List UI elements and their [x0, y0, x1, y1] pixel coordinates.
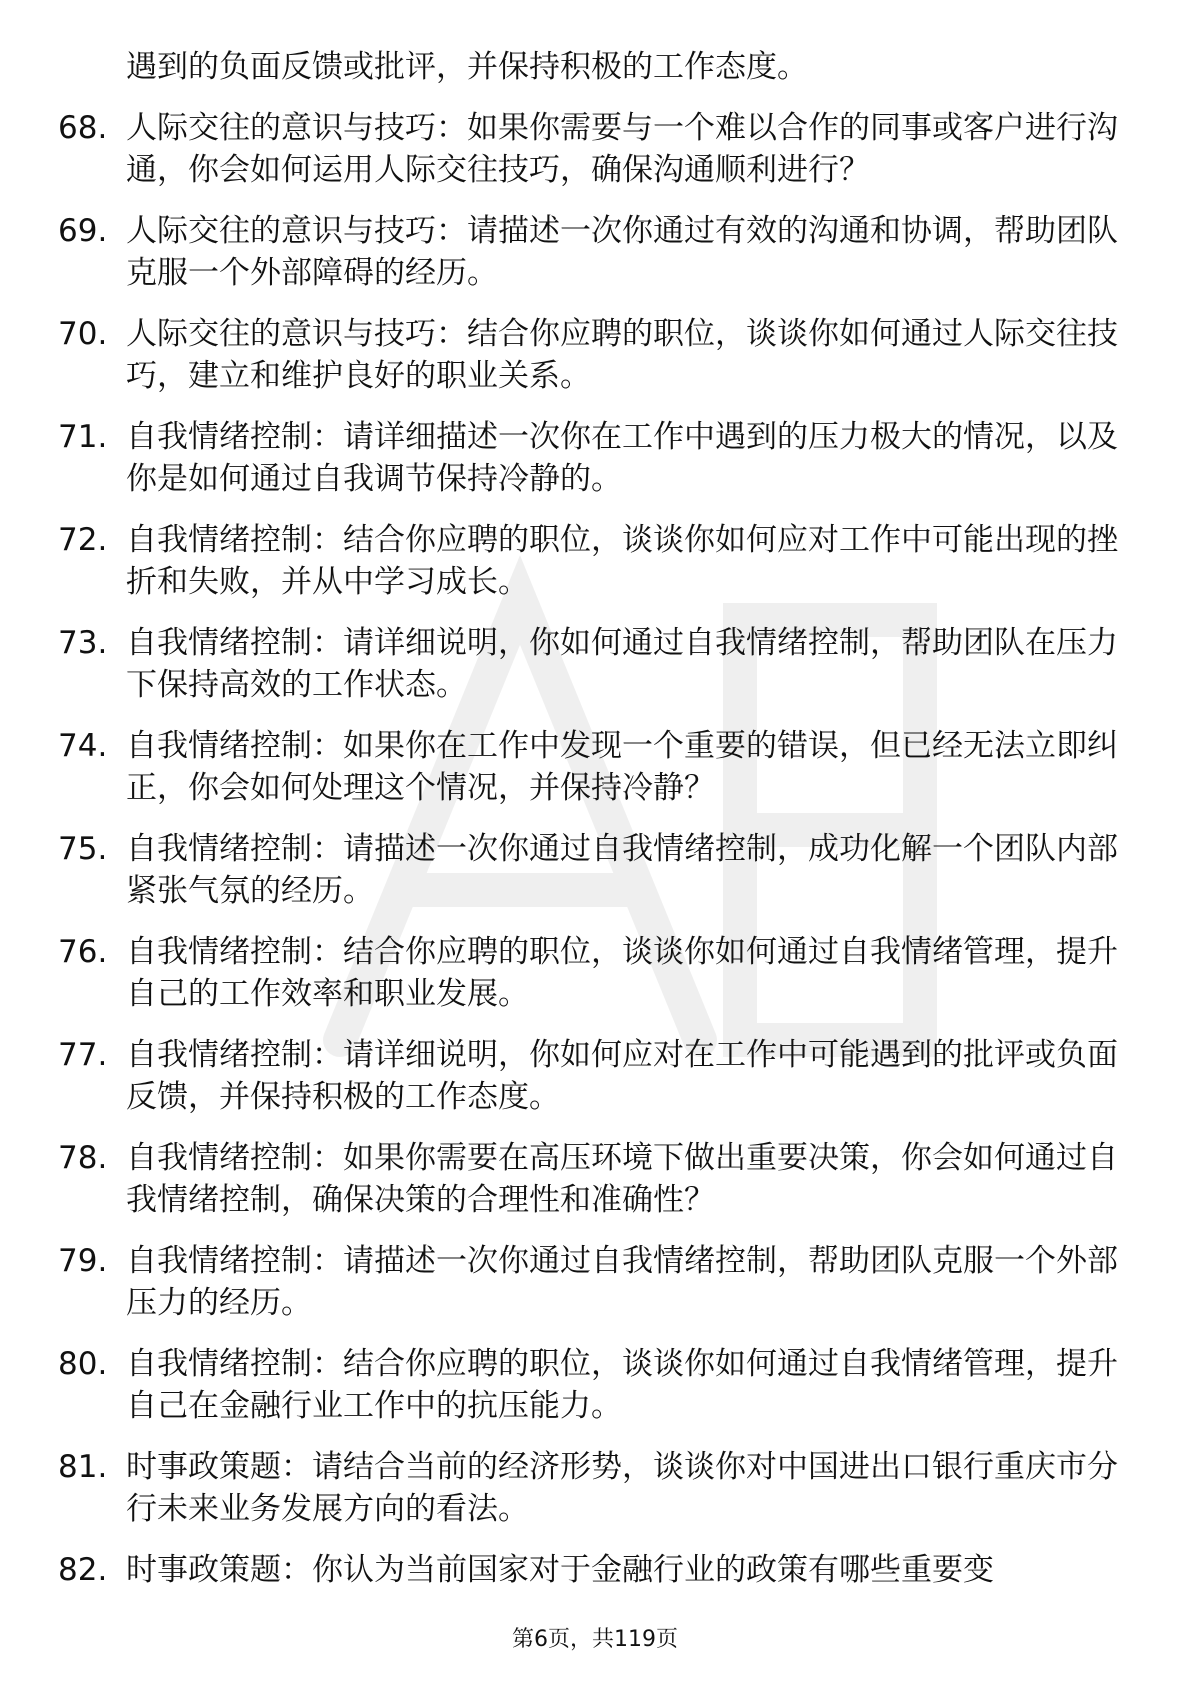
question-number: 77. — [58, 1037, 108, 1073]
question-text: 自我情绪控制：结合你应聘的职位，谈谈你如何通过自我情绪管理，提升自己在金融行业工作中的抗压能力。 — [126, 1346, 1118, 1424]
list-item — [58, 1343, 1118, 1427]
list-item — [58, 622, 1118, 706]
question-text: 自我情绪控制：如果你在工作中发现一个重要的错误，但已经无法立即纠正，你会如何处理这个情况，并保持冷静？ — [126, 728, 1118, 806]
list-item — [58, 1549, 1118, 1591]
question-text: 自我情绪控制：请详细描述一次你在工作中遇到的压力极大的情况，以及你是如何通过自我调节保持冷静的。 — [126, 419, 1118, 497]
list-item — [58, 519, 1118, 603]
question-text: 自我情绪控制：请详细说明，你如何应对在工作中可能遇到的批评或负面反馈，并保持积极的工作态度。 — [126, 1037, 1118, 1115]
list-item — [58, 1137, 1118, 1221]
question-number: 78. — [58, 1140, 108, 1176]
question-number: 74. — [58, 728, 108, 764]
list-item — [58, 725, 1118, 809]
list-item — [58, 1034, 1118, 1118]
question-number: 71. — [58, 419, 108, 455]
question-text: 自我情绪控制：请描述一次你通过自我情绪控制，成功化解一个团队内部紧张气氛的经历。 — [126, 831, 1118, 909]
question-list — [58, 107, 1118, 1591]
document-content — [58, 46, 1118, 1610]
question-number: 80. — [58, 1346, 108, 1382]
question-number: 75. — [58, 831, 108, 867]
question-number: 79. — [58, 1243, 108, 1279]
list-item — [58, 313, 1118, 397]
question-text: 自我情绪控制：结合你应聘的职位，谈谈你如何通过自我情绪管理，提升自己的工作效率和职业发展。 — [126, 934, 1118, 1012]
page-footer: 第6页，共119页 — [512, 1627, 678, 1652]
list-item — [58, 416, 1118, 500]
question-text: 人际交往的意识与技巧：结合你应聘的职位，谈谈你如何通过人际交往技巧，建立和维护良好的职业关系。 — [126, 316, 1118, 394]
question-text: 自我情绪控制：请描述一次你通过自我情绪控制，帮助团队克服一个外部压力的经历。 — [126, 1243, 1118, 1321]
question-text: 自我情绪控制：结合你应聘的职位，谈谈你如何应对工作中可能出现的挫折和失败，并从中学习成长。 — [126, 522, 1118, 600]
question-number: 81. — [58, 1449, 108, 1485]
list-item — [58, 1240, 1118, 1324]
question-text: 自我情绪控制：请详细说明，你如何通过自我情绪控制，帮助团队在压力下保持高效的工作状态。 — [126, 625, 1118, 703]
continuation-text: 遇到的负面反馈或批评，并保持积极的工作态度。 — [126, 49, 808, 85]
question-text: 时事政策题：你认为当前国家对于金融行业的政策有哪些重要变 — [126, 1552, 994, 1588]
question-number: 69. — [58, 213, 108, 249]
list-item — [58, 1446, 1118, 1530]
question-number: 68. — [58, 110, 108, 146]
question-number: 73. — [58, 625, 108, 661]
question-number: 70. — [58, 316, 108, 352]
question-text: 人际交往的意识与技巧：请描述一次你通过有效的沟通和协调，帮助团队克服一个外部障碍的经历。 — [126, 213, 1118, 291]
list-item — [58, 828, 1118, 912]
list-item — [58, 210, 1118, 294]
question-text: 自我情绪控制：如果你需要在高压环境下做出重要决策，你会如何通过自我情绪控制，确保决策的合理性和准确性？ — [126, 1140, 1118, 1218]
list-item — [58, 107, 1118, 191]
question-text: 人际交往的意识与技巧：如果你需要与一个难以合作的同事或客户进行沟通，你会如何运用人际交往技巧，确保沟通顺利进行？ — [126, 110, 1118, 188]
question-number: 72. — [58, 522, 108, 558]
question-text: 时事政策题：请结合当前的经济形势，谈谈你对中国进出口银行重庆市分行未来业务发展方向的看法。 — [126, 1449, 1118, 1527]
list-item — [58, 931, 1118, 1015]
question-number: 76. — [58, 934, 108, 970]
question-number: 82. — [58, 1552, 108, 1588]
